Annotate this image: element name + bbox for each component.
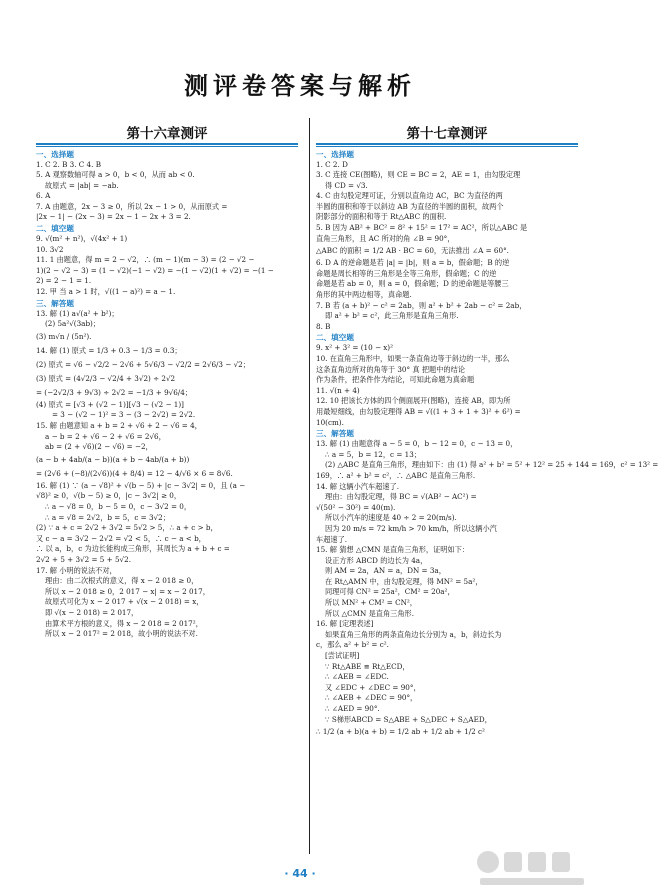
answer-line: 即 √(x − 2 018) = 2 017，: [45, 607, 139, 617]
answer-line: 2) = 2 − 1 = 1.: [36, 276, 92, 286]
answer-line: 又 c − a = 3√2 − 2√2 = √2 < 5，∴ c − a < b，: [36, 533, 206, 543]
section-heading: 一、选择题: [36, 149, 74, 159]
answer-line: 所以 △CMN 是直角三角形.: [325, 608, 415, 618]
answer-line: 命题是若 ab = 0，则 a = 0，假命题；D 的逆命题是等腰三: [316, 279, 509, 289]
answer-line: (4) 原式 = [√3 + (√2 − 1)][√3 − (√2 − 1)]: [36, 399, 184, 409]
page-title: 测评卷答案与解析: [184, 72, 416, 100]
answer-line: ∴ a = √8 = 2√2，b = 5，c = 3√2；: [45, 512, 170, 522]
section-heading: 一、选择题: [316, 149, 354, 159]
chapter-rule-thin: [316, 146, 578, 147]
answer-line: 13. 解 (1) 由题意得 a − 5 = 0，b − 12 = 0，c − 13 = 0，: [316, 439, 518, 449]
answer-line: 14. 解 这辆小汽车超速了.: [316, 481, 399, 491]
answer-line: 16. 解 [定理表述]: [316, 619, 374, 629]
answer-line: 如果直角三角形的两条直角边长分别为 a，b，斜边长为: [325, 629, 502, 639]
answer-line: (a − b + 4ab/(a − b))(a + b − 4ab/(a + b)): [36, 454, 190, 464]
answer-line: 得 CD = √3.: [325, 180, 368, 190]
left-column: [36, 122, 298, 640]
answer-line: 由算术平方根的意义，得 x − 2 018 = 2 017²，: [45, 618, 203, 628]
answer-line: a − b = 2 + √6 − 2 + √6 = 2√6，: [45, 431, 166, 441]
answer-line: 10(cm).: [316, 417, 344, 427]
answer-line: 直角三角形，且 AC 所对的角 ∠B = 90°，: [316, 233, 455, 243]
section-heading: 二、填空题: [36, 224, 74, 234]
answer-line: 所以小汽车的速度是 40 ÷ 2 = 20(m/s).: [325, 513, 457, 523]
answer-line: 3. C 连接 CE(图略)，则 CE = BC = 2，AE = 1，由勾股定理: [316, 170, 521, 180]
watermark-logo: [474, 846, 590, 888]
answer-line: (2) 原式 = √6 − √2/2 − 2√6 + 5√6/3 − √2/2 = 2√6/3 − √2；: [36, 359, 250, 369]
answer-line: 5. B 因为 AB² + BC² = 8² + 15² = 17² = AC²，所以△ABC 是: [316, 223, 528, 233]
answer-line: 故原式 = |ab| = −ab.: [45, 180, 119, 190]
answer-line: 15. 解 猜想 △CMN 是直角三角形，证明如下：: [316, 545, 470, 555]
answer-line: 则 AM = 2a，AN = a，DN = 3a，: [325, 566, 446, 576]
answer-line: (2) △ABC 是直角三角形，理由如下：由 (1) 得 a² + b² = 5² + 12² = 25 + 144 = 169，c² = 13² =: [325, 460, 658, 470]
answer-line: 1)(2 − √2 − 3) = (1 − √2)(−1 − √2) = −(1 − √2)(1 + √2) = −(1 −: [36, 265, 274, 275]
chapter-rule-thin: [36, 146, 298, 147]
answer-line: ab = (2 + √6)(2 − √6) = −2，: [45, 442, 153, 452]
answer-line: 7. B 若 (a + b)² − c² = 2ab，则 a² + b² + 2ab − c² = 2ab，: [316, 300, 527, 310]
answer-line: 2√2 + 5 + 3√2 = 5 + 5√2.: [36, 554, 131, 564]
answer-line: ∴ ∠AEB + ∠DEC = 90°，: [325, 693, 418, 703]
answer-line: ∵ Rt△ABE ≌ Rt△ECD，: [325, 661, 410, 671]
answer-line: 15. 解 由题意知 a + b = 2 + √6 + 2 − √6 = 4，: [36, 421, 202, 430]
answer-line: 所以 x − 2 017² = 2 018，故小明的说法不对.: [45, 629, 198, 639]
answer-line: 13. 解 (1) a√(a² + b²)；: [36, 308, 119, 318]
answer-line: (3) m√n / (5n²).: [36, 331, 92, 341]
answer-line: 半圆的面积和等于以斜边 AB 为直径的半圆的面积，故两个: [316, 201, 504, 211]
answer-line: 阴影部分的面积和等于 Rt△ABC 的面积.: [316, 212, 447, 222]
answer-line: 用最短细线，由勾股定理得 AB = √((1 + 3 + 1 + 3)² + 6²) =: [316, 406, 521, 416]
answer-line: ∴ 以 a，b，c 为边长能构成三角形，其周长为 a + b + c =: [36, 544, 230, 554]
answer-line: 12. 甲 当 a > 1 时，√((1 − a)²) = a − 1.: [36, 287, 176, 297]
answer-line: 6. D A 的逆命题是若 |a| = |b|，则 a = b，假命题；B 的逆: [316, 258, 510, 268]
answer-line: 12. 10 把该长方体的四个侧面展开(图略)，连接 AB，即为所: [316, 396, 511, 406]
answer-line: 所以 MN² + CM² = CN²，: [325, 598, 417, 608]
answer-line: |2x − 1| − (2x − 3) = 2x − 1 − 2x + 3 = 2.: [36, 212, 191, 222]
chapter-rule: [316, 143, 578, 145]
answer-line: 4. C 由勾股定理可证，分别以直角边 AC，BC 为直径的两: [316, 191, 503, 201]
answer-line: 同理可得 CN² = 25a²，CM² = 20a²，: [325, 587, 455, 597]
answer-line: √8)² ≥ 0，√(b − 5) ≥ 0，|c − 3√2| ≥ 0，: [36, 491, 182, 501]
answer-line: 命题是周长相等的三角形是全等三角形，假命题；C 的逆: [316, 268, 497, 278]
page-number: · 44 ·: [284, 867, 316, 880]
answer-list: [36, 149, 298, 640]
answer-line: 9. x² + 3² = (10 − x)²: [316, 343, 393, 353]
column-divider: [309, 118, 310, 854]
answer-line: [尝试证明]: [325, 651, 360, 661]
chapter-title-17: 第十七章测评: [406, 126, 488, 142]
answer-line: 1. C 2. D: [316, 159, 348, 169]
answer-line: = (2√6 + (−8)/(2√6))(4 + 8/4) = 12 − 4/√6 × 6 = 8√6.: [36, 468, 233, 478]
answer-line: (2) ∵ a + c = 2√2 + 3√2 = 5√2 > 5，∴ a + c > b，: [36, 523, 218, 533]
answer-line: 7. A 由题意，2x − 3 ≥ 0，所以 2x − 1 > 0，从而原式 =: [36, 201, 228, 211]
answer-line: 8. B: [316, 321, 331, 331]
answer-line: 6. A: [36, 191, 51, 201]
answer-line: √(50² − 30²) = 40(m).: [316, 502, 396, 512]
answer-line: 10. 在直角三角形中，如果一条直角边等于斜边的一半，那么: [316, 354, 510, 363]
chapter-title-16: 第十六章测评: [126, 126, 208, 142]
answer-line: = 3 − (√2 − 1)² = 3 − (3 − 2√2) = 2√2.: [52, 410, 196, 420]
section-heading: 二、填空题: [316, 333, 354, 343]
answer-line: = (−2√2/3 + 9√3) ÷ 2√2 = −1/3 + 9√6/4；: [36, 387, 192, 397]
section-heading: 三、解答题: [36, 298, 74, 308]
answer-line: 理由：由勾股定理，得 BC = √(AB² − AC²) =: [325, 492, 477, 502]
answer-line: 169，∴ a² + b² = c²，∴ △ABC 是直角三角形.: [316, 470, 476, 480]
answer-line: 16. 解 (1) ∵ (a − √8)² + √(b − 5) + |c − 3√2| = 0，且 (a −: [36, 480, 246, 490]
answer-line: 1. C 2. B 3. C 4. B: [36, 159, 101, 169]
answer-line: (3) 原式 = (4√2/3 − √2/4 + 3√2) ÷ 2√2: [36, 373, 176, 383]
answer-line: 在 Rt△AMN 中，由勾股定理，得 MN² = 5a²，: [325, 576, 483, 586]
answer-line: 角形的其中两边相等，真命题.: [316, 290, 412, 300]
section-heading: 三、解答题: [316, 429, 354, 439]
right-column: [316, 122, 658, 739]
answer-line: 17. 解 小明的说法不对，: [36, 565, 117, 575]
answer-line: 即 a² + b² = c²，此三角形是直角三角形.: [325, 311, 459, 321]
answer-line: 9. √(m² + n²)，√(4x² + 1): [36, 234, 128, 244]
answer-line: 这条直角边所对的角等于 30° 真 把题中的结论: [316, 364, 465, 374]
answer-line: ∴ ∠AED = 90°.: [325, 704, 380, 713]
answer-list: [316, 149, 658, 740]
answer-line: 理由：由二次根式的意义，得 x − 2 018 ≥ 0，: [45, 576, 199, 586]
chapter-rule: [36, 143, 298, 145]
answer-line: 11. √(n + 4): [316, 385, 360, 395]
answer-line: c，那么 a² + b² = c².: [316, 640, 389, 650]
answer-line: (2) 5a²√(3ab)；: [45, 319, 101, 329]
answer-line: 设正方形 ABCD 的边长为 4a，: [325, 555, 428, 565]
answer-line: ∵ S梯形ABCD = S△ABE + S△DEC + S△AED，: [325, 714, 492, 724]
answer-line: 故原式可化为 x − 2 017 + √(x − 2 018) = x，: [45, 597, 204, 607]
answer-line: 11. 1 由题意，得 m = 2 − √2，∴ (m − 1)(m − 3) = (2 − √2 −: [36, 255, 255, 265]
answer-line: 5. A 观察数轴可得 a > 0，b < 0，从而 ab < 0.: [36, 170, 195, 180]
answer-line: ∴ a = 5，b = 12，c = 13；: [325, 449, 421, 459]
answer-line: 又 ∠EDC + ∠DEC = 90°，: [325, 682, 421, 692]
answer-line: ∴ ∠AEB = ∠EDC.: [325, 672, 389, 682]
answer-line: 因为 20 m/s = 72 km/h > 70 km/h，所以这辆小汽: [325, 523, 497, 533]
answer-line: 作为条件，把条件作为结论，可知此命题为真命题: [316, 375, 475, 385]
answer-line: 所以 x − 2 018 ≥ 0，2 017 − x| = x − 2 017，: [45, 586, 210, 596]
answer-line: 车超速了.: [316, 534, 348, 544]
answer-line: 10. 3√2: [36, 244, 64, 254]
answer-line: ∴ a − √8 = 0，b − 5 = 0，c − 3√2 = 0，: [45, 501, 192, 511]
answer-line: △ABC 的面积 = 1/2 AB · BC = 60，无法推出 ∠A = 60°.: [316, 246, 509, 256]
answer-line: ∴ 1/2 (a + b)(a + b) = 1/2 ab + 1/2 ab + 1/2 c²: [316, 727, 485, 737]
answer-line: 14. 解 (1) 原式 = 1/3 + 0.3 − 1/3 = 0.3；: [36, 345, 182, 355]
